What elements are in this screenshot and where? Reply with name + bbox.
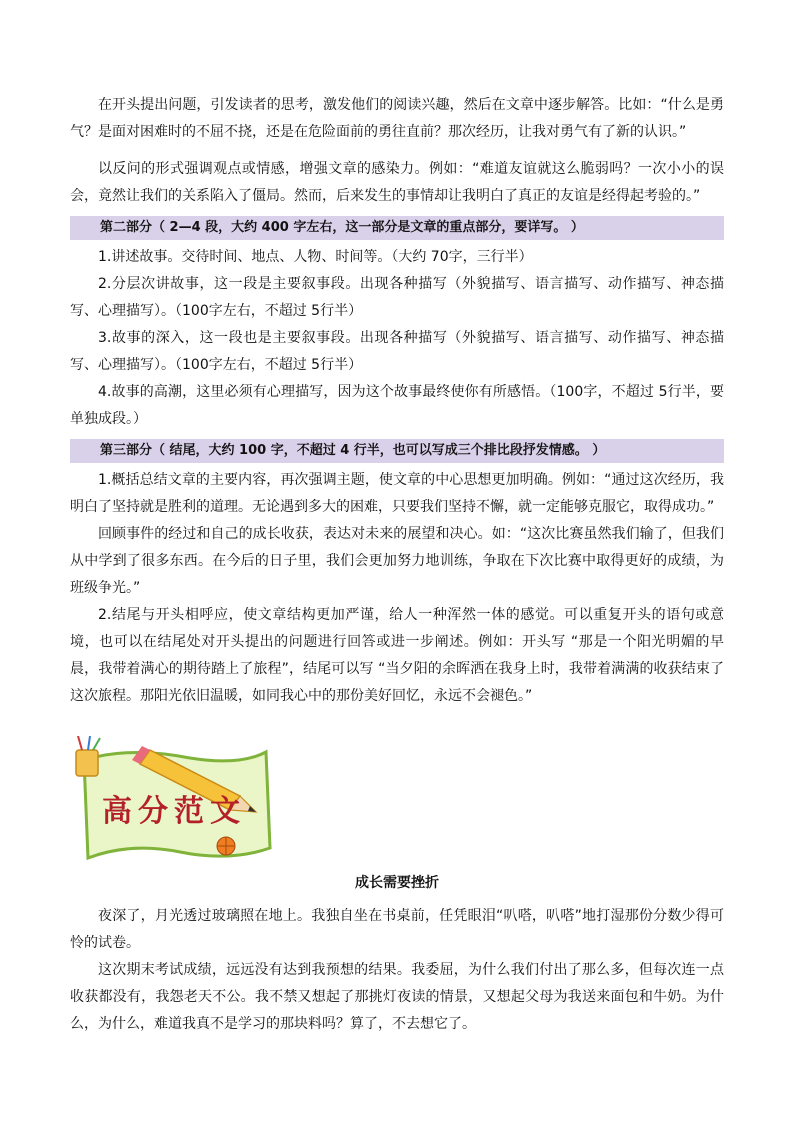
part3-item-2: 回顾事件的经过和自己的成长收获，表达对未来的展望和决心。如：“这次比赛虽然我们输了，但我们从中学到了很多东西。在今后的日子里，我们会更加努力地训练，争取在下次比赛中取得更好的成绩，为班级争光。” xyxy=(70,526,724,596)
part2-item-1: 1.讲述故事。交待时间、地点、人物、时间等。（大约 70字，三行半） xyxy=(98,249,533,265)
section-header-part3: 第三部分（ 结尾，大约 100 字，不超过 4 行半，也可以写成三个排比段抒发情感。 ） xyxy=(70,439,724,463)
part3-item-3: 2.结尾与开头相呼应，使文章结构更加严谨，给人一种浑然一体的感觉。可以重复开头的语句或意境，也可以在结尾处对开头提出的问题进行回答或进一步阐述。例如：开头写 “那是一个阳光明媚的早晨，我带着满心的期待踏上了旅程”，结尾可以写 “当夕阳的余晖洒在我身上时，我带着满满的收获结束了这次旅程。那阳光依旧温暖，如同我心中的那份美好回忆，永远不会褪色。” xyxy=(70,607,724,704)
paint-cup-icon xyxy=(76,736,100,776)
intro-paragraph-1: 在开头提出问题，引发读者的思考，激发他们的阅读兴趣，然后在文章中逐步解答。比如：“什么是勇气？是面对困难时的不屈不挠，还是在危险面前的勇往直前？那次经历，让我对勇气有了新的认识。” xyxy=(70,97,724,140)
essay-paragraph-1: 夜深了，月光透过玻璃照在地上。我独自坐在书桌前，任凭眼泪“叭嗒，叭嗒”地打湿那份分数少得可怜的试卷。 xyxy=(70,908,724,951)
part2-item-3: 3.故事的深入，这一段也是主要叙事段。出现各种描写（外貌描写、语言描写、动作描写、神态描写、心理描写）。（100字左右，不超过 5行半） xyxy=(70,330,724,373)
intro-paragraph-2: 以反问的形式强调观点或情感，增强文章的感染力。例如：“难道友谊就这么脆弱吗？一次小小的误会，竟然让我们的关系陷入了僵局。然而，后来发生的事情却让我明白了真正的友谊是经得起考验的。” xyxy=(70,161,724,204)
part2-item-4: 4.故事的高潮，这里必须有心理描写，因为这个故事最终使你有所感悟。（100字，不超过 5行半，要单独成段。） xyxy=(70,384,724,427)
essay-title: 成长需要挫折 xyxy=(355,875,439,891)
essay-paragraph-2: 这次期末考试成绩，远远没有达到我预想的结果。我委屈，为什么我们付出了那么多，但每次连一点收获都没有，我怨老天不公。我不禁又想起了那挑灯夜读的情景，又想起父母为我送来面包和牛奶。为什么，为什么，难道我真不是学习的那块料吗？算了，不去想它了。 xyxy=(70,962,724,1032)
part2-item-2: 2.分层次讲故事，这一段是主要叙事段。出现各种描写（外貌描写、语言描写、动作描写、神态描写、心理描写）。（100字左右，不超过 5行半） xyxy=(70,276,724,319)
document-content xyxy=(70,92,724,1038)
badge-title: 高分范文 xyxy=(102,794,246,829)
basketball-icon xyxy=(217,837,235,855)
high-score-essay-badge xyxy=(70,736,280,868)
section-header-part2: 第二部分（ 2—4 段，大约 400 字左右，这一部分是文章的重点部分，要详写。 ） xyxy=(70,216,724,240)
part3-item-1: 1.概括总结文章的主要内容，再次强调主题，使文章的中心思想更加明确。例如：“通过这次经历，我明白了坚持就是胜利的道理。无论遇到多大的困难，只要我们坚持不懈，就一定能够克服它，取得成功。” xyxy=(70,472,724,515)
